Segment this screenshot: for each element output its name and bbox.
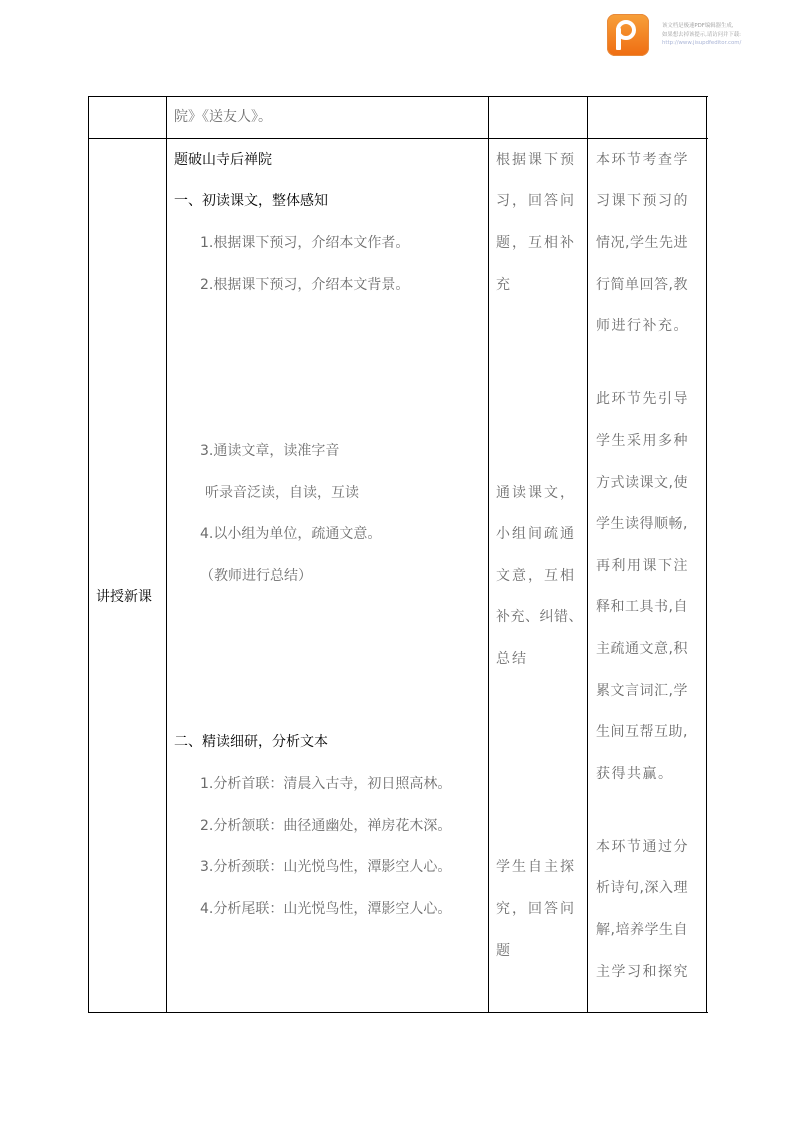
design-intent-a-line: 行简单回答,教 <box>596 277 688 293</box>
section-1-item-1: 1.根据课下预习，介绍本文作者。 <box>200 235 410 251</box>
section-1-item-2: 2.根据课下预习，介绍本文背景。 <box>200 277 410 293</box>
section-1-item-3: 3.通读文章，读准字音 <box>200 443 340 459</box>
design-intent-c-line: 主学习和探究 <box>596 964 689 980</box>
design-intent-b-line: 释和工具书,自 <box>596 599 688 615</box>
design-intent-b-line: 再利用课下注 <box>596 558 689 574</box>
design-intent-b-line: 获得共赢。 <box>596 766 674 782</box>
student-activity-a-line: 充 <box>496 277 512 293</box>
student-activity-c-line: 题 <box>496 943 512 959</box>
design-intent-b-line: 学生采用多种 <box>596 433 689 449</box>
watermark-url[interactable]: http://www.jisupdfeditor.com/ <box>662 40 742 46</box>
design-intent-c-line: 解,培养学生自 <box>596 922 688 938</box>
table-row-divider <box>88 138 708 139</box>
table-border-left <box>88 96 89 1013</box>
table-col-divider-3 <box>587 96 588 1013</box>
watermark-text <box>662 22 741 48</box>
lesson-title: 题破山寺后禅院 <box>174 152 272 168</box>
watermark-line-1: 该文档是极速PDF编辑器生成, <box>662 23 734 29</box>
section-1-item-3-detail: 听录音泛读，自读，互读 <box>205 485 359 501</box>
student-activity-a-line: 题，互相补 <box>496 235 576 251</box>
section-2-item-2: 2.分析颔联：曲径通幽处，禅房花木深。 <box>200 818 452 834</box>
section-2-item-4: 4.分析尾联：山光悦鸟性，潭影空人心。 <box>200 901 452 917</box>
section-1-note: （教师进行总结） <box>200 568 312 584</box>
design-intent-b-line: 生间互帮互助, <box>596 724 688 740</box>
design-intent-a-line: 本环节考查学 <box>596 152 689 168</box>
table-col-divider-1 <box>166 96 167 1013</box>
pdf-editor-logo-icon <box>607 14 649 56</box>
table-border-bottom <box>88 1012 708 1013</box>
student-activity-b-line: 小组间疏通 <box>496 526 576 542</box>
design-intent-b-line: 主疏通文意,积 <box>596 641 688 657</box>
section-2-item-3: 3.分析颈联：山光悦鸟性，潭影空人心。 <box>200 859 452 875</box>
design-intent-a-line: 师进行补充。 <box>596 318 689 334</box>
student-activity-a-line: 根据课下预 <box>496 152 576 168</box>
student-activity-b-line: 补充、纠错、 <box>496 609 583 625</box>
student-activity-b-line: 文意，互相 <box>496 568 576 584</box>
stage-label: 讲授新课 <box>96 589 152 605</box>
design-intent-c-line: 本环节通过分 <box>596 839 689 855</box>
design-intent-b-line: 累文言词汇,学 <box>596 683 688 699</box>
section-2-item-1: 1.分析首联：清晨入古寺，初日照高林。 <box>200 776 452 792</box>
watermark-line-2: 如果想去掉该提示,请访问并下载: <box>662 31 741 38</box>
design-intent-b-line: 此环节先引导 <box>596 391 689 407</box>
section-2-heading: 二、精读细研，分析文本 <box>174 734 328 750</box>
design-intent-b-line: 方式读课文,使 <box>596 475 688 491</box>
design-intent-c-line: 析诗句,深入理 <box>596 880 688 896</box>
section-1-heading: 一、初读课文，整体感知 <box>174 193 328 209</box>
student-activity-b-line: 总结 <box>496 651 528 667</box>
student-activity-c-line: 学生自主探 <box>496 859 576 875</box>
student-activity-a-line: 习，回答问 <box>496 193 576 209</box>
design-intent-b-line: 学生读得顺畅, <box>596 516 688 532</box>
table-border-top <box>88 96 708 97</box>
student-activity-c-line: 究，回答问 <box>496 901 576 917</box>
student-activity-b-line: 通读课文， <box>496 485 576 501</box>
watermark <box>607 14 787 58</box>
section-1-item-4: 4.以小组为单位，疏通文意。 <box>200 526 382 542</box>
design-intent-a-line: 习课下预习的 <box>596 193 689 209</box>
table-col-divider-2 <box>488 96 489 1013</box>
design-intent-a-line: 情况,学生先进 <box>596 235 688 251</box>
row1-content: 院》《送友人》。 <box>174 109 272 125</box>
table-border-right <box>706 96 707 1013</box>
